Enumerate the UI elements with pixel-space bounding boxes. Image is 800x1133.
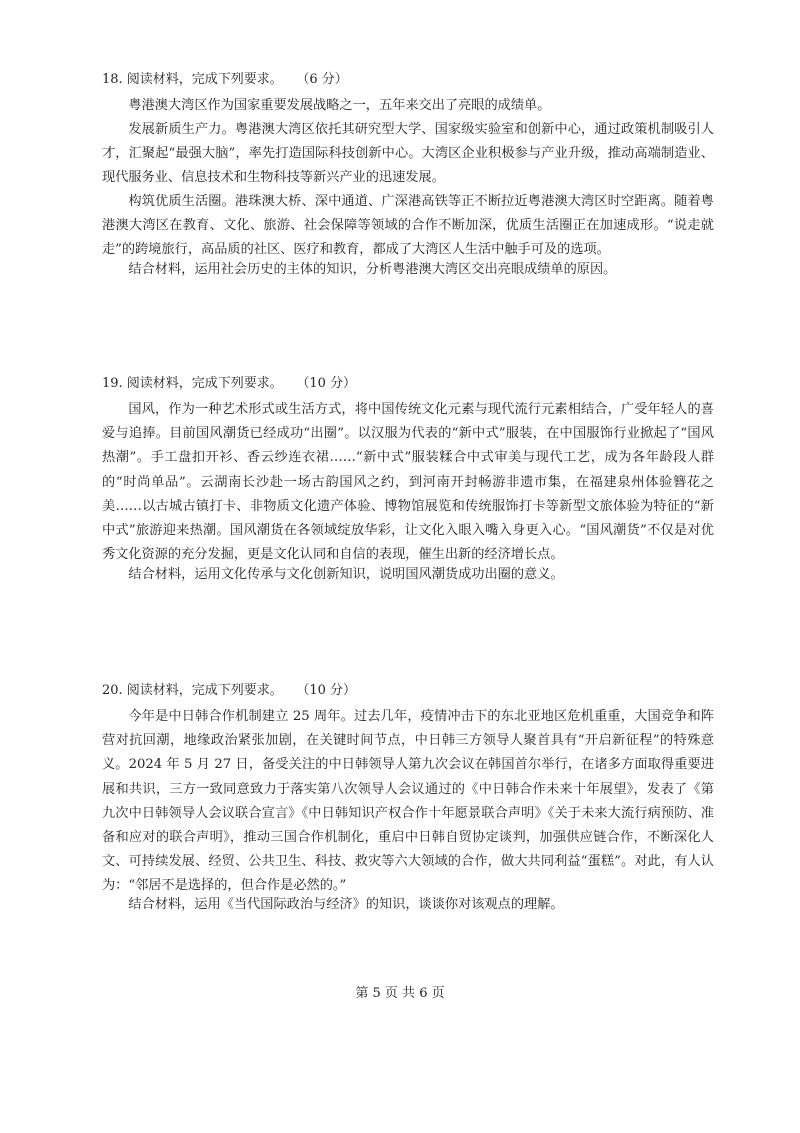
question-20-header [102,681,356,701]
question-18-paragraph-1: 粤港澳大湾区作为国家重要发展战略之一，五年来交出了亮眼的成绩单。 [128,98,551,113]
question-19-title: 19. 阅读材料，完成下列要求。 [102,376,283,391]
question-20-prompt: 结合材料，运用《当代国际政治与经济》的知识，谈谈你对该观点的理解。 [128,897,564,912]
question-18-paragraph-2: 发展新质生产力。粤港澳大湾区依托其研究型大学、国家级实验室和创新中心，通过政策机制吸引人才，汇聚起“最强大脑”，率先打造国际科技创新中心。大湾区企业积极参与产业升级，推动高端制造业、现代服务业、信息技术和生物科技等新兴产业的迅速发展。 [102,122,714,186]
question-19-prompt: 结合材料，运用文化传承与文化创新知识，说明国风潮货成功出圈的意义。 [128,567,564,582]
question-18-header [102,70,348,90]
question-18-points: （6 分） [302,72,348,87]
question-19-points: （10 分） [302,376,356,391]
question-20-title: 20. 阅读材料，完成下列要求。 [102,683,283,698]
question-20-points: （10 分） [302,683,356,698]
question-19-paragraph-1: 国风，作为一种艺术形式或生活方式，将中国传统文化元素与现代流行元素相结合，广受年轻人的喜爱与追捧。目前国风潮货已经成功“出圈”。以汉服为代表的“新中式”服装，在中国服饰行业掀起了“国风热潮”。手工盘扣开衫、香云纱连衣裙……“新中式”服装糅合中式审美与现代工艺，成为各年龄段人群的“时尚单品”。云湖南长沙赴一场古韵国风之约，到河南开封畅游非遗市集，在福建泉州体验簪花之美……以古城古镇打卡、非物质文化遗产体验、博物馆展览和传统服饰打卡等新型文旅体验为特征的“新中式”旅游迎来热潮。国风潮货在各领域绽放华彩，让文化入眼入嘴入身更入心。“国风潮货”不仅是对优秀文化资源的充分发掘，更是文化认同和自信的表现，催生出新的经济增长点。 [102,402,714,563]
question-18-paragraph-3: 构筑优质生活圈。港珠澳大桥、深中通道、广深港高铁等正不断拉近粤港澳大湾区时空距离。随着粤港澳大湾区在教育、文化、旅游、社会保障等领域的合作不断加深，优质生活圈正在加速成形。“说走就走”的跨境旅行，高品质的社区、医疗和教育，都成了大湾区人生活中触手可及的选项。 [102,194,714,258]
page-number-footer: 第 5 页 共 6 页 [355,986,445,1001]
question-19-header [102,374,356,394]
question-20-paragraph-1: 今年是中日韩合作机制建立 25 周年。过去几年，疫情冲击下的东北亚地区危机重重，大国竞争和阵营对抗回潮，地缘政治紧张加剧，在关键时间节点，中日韩三方领导人聚首具有“开启新征程”的特殊意义。2024 年 5 月 27 日，备受关注的中日韩领导人第九次会议在韩国首尔举行，在诸多方面取得重要进展和共识，三方一致同意致力于落实第八次领导人会议通过的《中日韩合作未来十年展望》，发表了《第九次中日韩领导人会议联合宣言》《中日韩知识产权合作十年愿景联合声明》《关于未来大流行病预防、准备和应对的联合声明》，推动三国合作机制化，重启中日韩自贸协定谈判，加强供应链合作，不断深化人文、可持续发展、经贸、公共卫生、科技、救灾等六大领域的合作，做大共同利益“蛋糕”。对此，有人认为：“邻居不是选择的，但合作是必然的。” [102,709,714,894]
question-18-title: 18. 阅读材料，完成下列要求。 [102,72,283,87]
question-18-prompt: 结合材料，运用社会历史的主体的知识，分析粤港澳大湾区交出亮眼成绩单的原因。 [128,262,617,277]
